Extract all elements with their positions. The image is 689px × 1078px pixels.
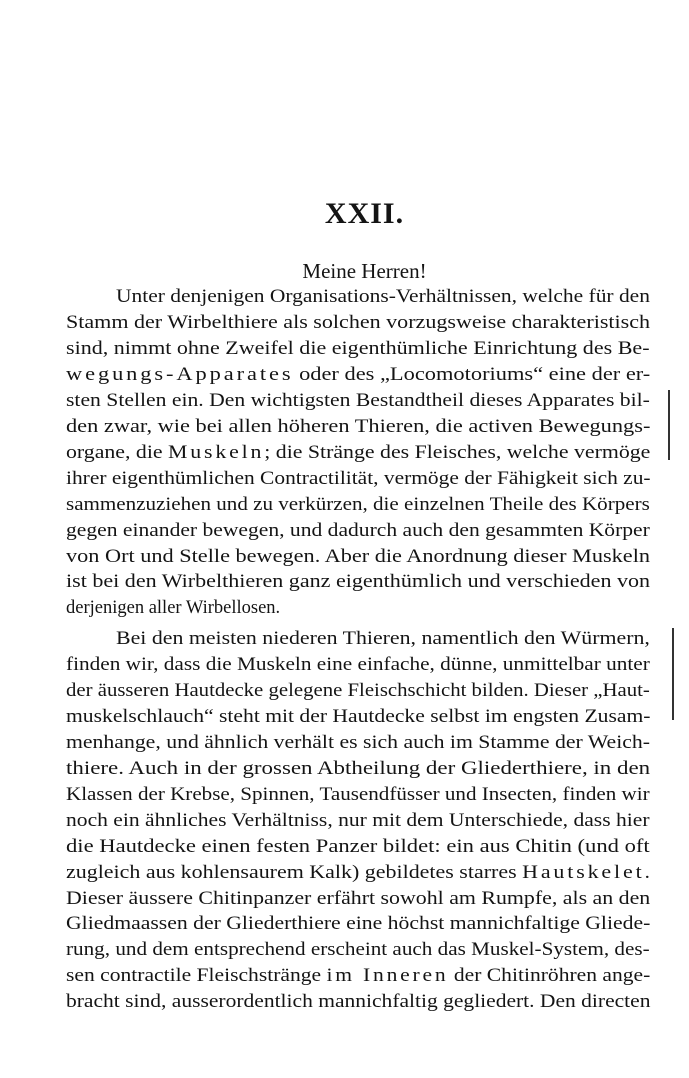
text-line bbox=[66, 653, 650, 677]
margin-mark bbox=[668, 390, 670, 460]
text-run: sen contractile Fleischstränge bbox=[66, 966, 327, 987]
text-line bbox=[66, 731, 650, 755]
text-line bbox=[66, 596, 280, 620]
text-run: sten Stellen ein. Den wichtigsten Bestandtheil dieses Apparates bil- bbox=[66, 390, 650, 411]
text-run: der äusseren Hautdecke gelegene Fleischschicht bilden. Dieser „Haut- bbox=[66, 680, 650, 701]
spaced-emphasis: Hautskelet bbox=[522, 862, 645, 883]
text-run: thiere. Auch in der grossen Abtheilung der Gliederthiere, in den bbox=[66, 758, 651, 779]
text-line bbox=[66, 363, 650, 387]
text-line bbox=[66, 887, 650, 911]
text-line bbox=[66, 861, 650, 885]
text-line bbox=[116, 285, 650, 309]
text-run: Gliedmaassen der Gliederthiere eine höchst mannichfaltige Gliede- bbox=[66, 914, 651, 935]
text-line bbox=[66, 337, 650, 361]
text-line bbox=[116, 627, 650, 651]
text-line bbox=[66, 912, 650, 936]
text-run: rung, und dem entsprechend erscheint auch das Muskel-System, des- bbox=[66, 940, 650, 961]
text-line bbox=[66, 783, 650, 807]
text-line bbox=[66, 679, 650, 703]
text-line bbox=[66, 389, 650, 413]
text-run: gegen einander bewegen, und dadurch auch den gesammten Körper bbox=[66, 520, 650, 541]
text-run: ihrer eigenthümlichen Contractilität, vermöge der Fähigkeit sich zu- bbox=[66, 468, 651, 489]
text-line bbox=[66, 415, 650, 439]
text-line bbox=[66, 570, 650, 594]
salutation: Meine Herren! bbox=[302, 259, 427, 283]
text-line bbox=[66, 809, 650, 833]
text-run: Klassen der Krebse, Spinnen, Tausendfüsser und Insecten, finden wir bbox=[66, 784, 650, 805]
text-line bbox=[66, 545, 650, 569]
spaced-emphasis: im Inneren bbox=[326, 966, 449, 987]
text-line bbox=[66, 441, 650, 465]
text-line bbox=[66, 493, 650, 517]
text-line bbox=[66, 835, 650, 859]
text-line bbox=[66, 705, 650, 729]
text-run: zugleich aus kohlensaurem Kalk) gebildetes starres bbox=[66, 862, 523, 883]
margin-mark bbox=[672, 628, 674, 720]
text-line bbox=[66, 938, 650, 962]
spaced-emphasis: wegungs-Apparates bbox=[66, 364, 294, 385]
text-run: . bbox=[644, 862, 651, 883]
text-run: oder des „Locomotoriums“ eine der er- bbox=[293, 364, 651, 385]
text-run: Dieser äussere Chitinpanzer erfährt sowohl am Rumpfe, als an den bbox=[66, 888, 651, 909]
text-line bbox=[66, 467, 651, 491]
text-line bbox=[66, 964, 650, 988]
chapter-number: XXII. bbox=[324, 197, 405, 230]
text-run: menhange, und ähnlich verhält es sich auch im Stamme der Weich- bbox=[66, 732, 650, 753]
text-run: finden wir, dass die Muskeln eine einfache, dünne, unmittelbar unter bbox=[66, 654, 650, 675]
text-run: Bei den meisten niederen Thieren, namentlich den Würmern, bbox=[116, 629, 650, 649]
text-run: sammenzuziehen und zu verkürzen, die einzelnen Theile des Körpers bbox=[66, 494, 650, 515]
text-run: Stamm der Wirbelthiere als solchen vorzugsweise charakteristisch bbox=[66, 312, 651, 333]
text-line bbox=[66, 757, 650, 781]
text-run: von Ort und Stelle bewegen. Aber die Anordnung dieser Muskeln bbox=[66, 546, 651, 567]
text-run: der Chitinröhren ange- bbox=[448, 966, 651, 987]
spaced-emphasis: Muskeln bbox=[168, 442, 265, 463]
text-run: derjenigen aller Wirbellosen. bbox=[66, 598, 281, 619]
text-run: ist bei den Wirbelthieren ganz eigenthümlich und verschieden von bbox=[66, 572, 651, 593]
text-run: bracht sind, ausserordentlich mannichfaltig gegliedert. Den directen bbox=[66, 992, 651, 1013]
text-line bbox=[66, 311, 650, 335]
text-run: den zwar, wie bei allen höheren Thieren, die activen Bewegungs- bbox=[66, 416, 651, 437]
text-line bbox=[66, 990, 650, 1014]
text-run: die Hautdecke einen festen Panzer bildet: ein aus Chitin (und oft bbox=[66, 836, 650, 857]
text-run: sind, nimmt ohne Zweifel die eigenthümliche Einrichtung des Be- bbox=[66, 338, 650, 359]
text-line bbox=[66, 519, 650, 543]
text-run: Unter denjenigen Organisations-Verhältnissen, welche für den bbox=[116, 287, 650, 307]
text-run: noch ein ähnliches Verhältniss, nur mit dem Unterschiede, dass hier bbox=[66, 810, 650, 831]
text-run: muskelschlauch“ steht mit der Hautdecke selbst im engsten Zusam- bbox=[66, 706, 651, 727]
text-run: organe, die bbox=[66, 442, 169, 463]
text-run: ; die Stränge des Fleisches, welche vermöge bbox=[264, 442, 651, 463]
